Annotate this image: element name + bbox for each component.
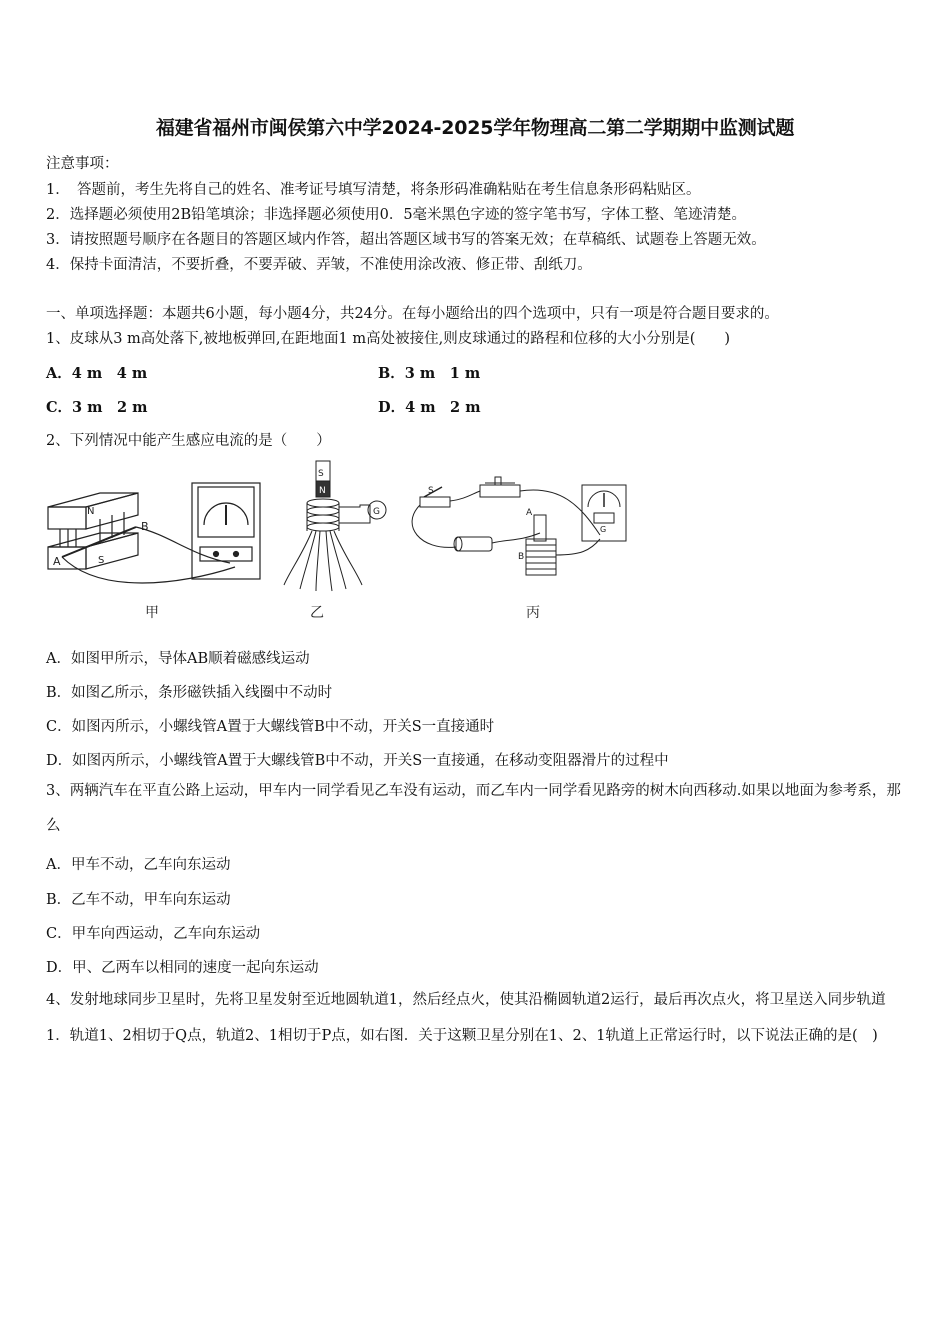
q2-option-b: B．如图乙所示，条形磁铁插入线圈中不动时 xyxy=(46,685,333,701)
figure-yi xyxy=(284,461,386,591)
q4-stem: 4、发射地球同步卫星时，先将卫星发射至近地圆轨道1，然后经点火，使其沿椭圆轨道2运行，最后再次点火，将卫星送入同步轨道1．轨道1、2相切于Q点，轨道2、1相切于P点，如右图．关于这颗卫星分别在1、2、1轨道上正常运行时，以下说法正确的是( ) xyxy=(46,992,886,1044)
notice-item-1: 1． 答题前，考生先将自己的姓名、准考证号填写清楚，将条形码准确粘贴在考生信息条形码粘贴区。 xyxy=(46,182,701,198)
q1-stem: 1、皮球从3 m高处落下,被地板弹回,在距地面1 m高处被接住,则皮球通过的路程和位移的大小分别是( ) xyxy=(46,331,731,347)
label-a-jia: A xyxy=(53,555,61,568)
label-g-bing: G xyxy=(600,525,607,534)
q1-option-b: B．3 m 1 m xyxy=(378,365,481,382)
q3-option-c: C．甲车向西运动，乙车向东运动 xyxy=(46,926,261,942)
q3-option-a: A．甲车不动，乙车向东运动 xyxy=(46,857,231,873)
solenoid-a xyxy=(534,515,546,541)
label-g-yi: G xyxy=(373,507,380,517)
label-b-jia: B xyxy=(141,520,149,533)
notice-item-3: 3．请按照题号顺序在各题目的答题区域内作答，超出答题区域书写的答案无效；在草稿纸、试题卷上答题无效。 xyxy=(46,232,766,248)
label-n-jia: N xyxy=(87,506,95,517)
q1-option-c: C．3 m 2 m xyxy=(46,399,148,416)
section-heading: 一、单项选择题：本题共6小题，每小题4分，共24分。在每小题给出的四个选项中，只有一项是符合题目要求的。 xyxy=(46,306,779,322)
q2-option-a: A．如图甲所示，导体AB顺着磁感线运动 xyxy=(46,651,310,667)
q1-option-a: A．4 m 4 m xyxy=(46,365,148,382)
label-s-bing: S xyxy=(428,486,434,496)
q2-option-c: C．如图丙所示，小螺线管A置于大螺线管B中不动，开关S一直接通时 xyxy=(46,719,495,735)
caption-jia: 甲 xyxy=(145,605,159,621)
switch xyxy=(420,497,450,507)
notice-heading: 注意事项： xyxy=(46,156,119,172)
caption-yi: 乙 xyxy=(310,605,324,621)
label-s-jia: S xyxy=(98,555,105,566)
rheostat xyxy=(480,485,520,497)
q3-stem: 3、两辆汽车在平直公路上运动，甲车内一同学看见乙车没有运动，而乙车内一同学看见路旁的树木向西移动.如果以地面为参考系，那么 xyxy=(46,783,901,834)
magnet-top-block xyxy=(48,507,86,529)
q2-option-d: D．如图丙所示，小螺线管A置于大螺线管B中不动，开关S一直接通，在移动变阻器滑片的过程中 xyxy=(46,753,669,769)
caption-bing: 丙 xyxy=(526,605,540,621)
label-n-yi: N xyxy=(319,486,326,496)
notice-item-2: 2．选择题必须使用2B铅笔填涂；非选择题必须使用0．5毫米黑色字迹的签字笔书写，字体工整、笔迹清楚。 xyxy=(46,207,747,223)
label-a-bing: A xyxy=(526,508,533,518)
q1-option-d: D．4 m 2 m xyxy=(378,399,481,416)
q3-option-d: D．甲、乙两车以相同的速度一起向东运动 xyxy=(46,960,319,976)
notice-item-4: 4．保持卡面清洁，不要折叠，不要弄破、弄皱，不准使用涂改液、修正带、刮纸刀。 xyxy=(46,257,592,273)
galvanometer-box xyxy=(192,483,260,579)
label-b-bing: B xyxy=(518,552,525,562)
conductor-ab xyxy=(62,527,136,557)
q2-stem: 2、下列情况中能产生感应电流的是（ ） xyxy=(46,433,331,449)
q2-figure xyxy=(40,455,640,630)
label-s-yi: S xyxy=(318,469,324,479)
q3-option-b: B．乙车不动，甲车向东运动 xyxy=(46,892,231,908)
figure-jia xyxy=(48,483,260,583)
page-title: 福建省福州市闽侯第六中学2024-2025学年物理高二第二学期期中监测试题 xyxy=(155,117,795,139)
